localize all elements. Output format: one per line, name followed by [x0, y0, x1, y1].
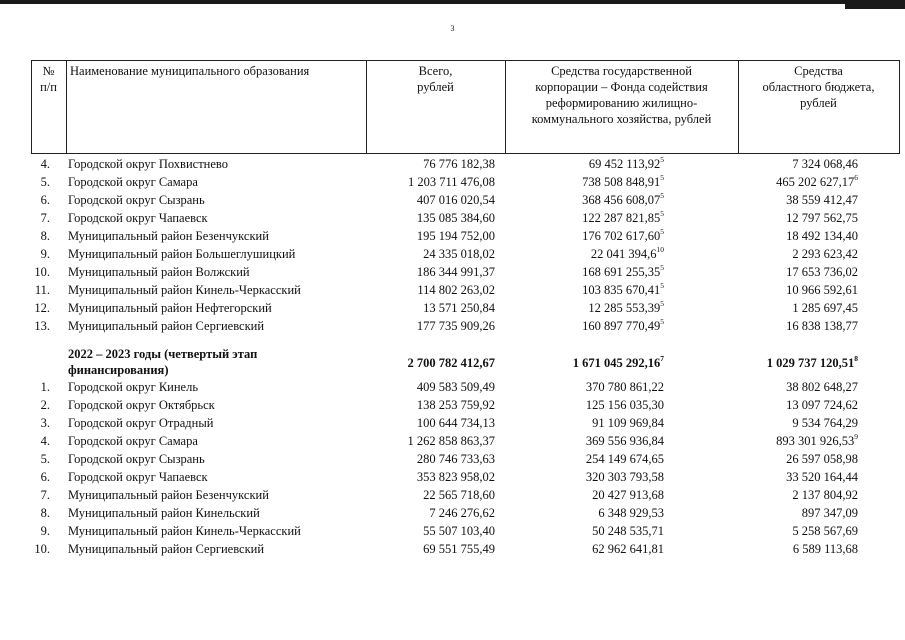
- regional-value: 26 597 058,98: [786, 452, 858, 466]
- row-number: 6.: [40, 193, 50, 207]
- regional-amount: [792, 299, 858, 317]
- row-number: 8.: [40, 506, 50, 520]
- municipality-name: Городской округ Кинель: [68, 380, 199, 394]
- fund-amount: [588, 299, 664, 317]
- regional-value: 2 137 804,92: [792, 488, 858, 502]
- footnote-ref: 6: [854, 173, 858, 182]
- fund-value: 320 303 793,58: [585, 470, 664, 484]
- table-row: [0, 414, 905, 432]
- municipality-name: Муниципальный район Волжский: [68, 265, 250, 279]
- total-amount: 76 776 182,38: [423, 157, 495, 171]
- stage-regional: [767, 354, 858, 372]
- fund-value: 20 427 913,68: [592, 488, 664, 502]
- footnote-ref: 5: [660, 155, 664, 164]
- regional-value: 38 802 648,27: [786, 380, 858, 394]
- regional-amount: [786, 317, 858, 335]
- table-row: [0, 317, 905, 335]
- municipality-name: Городской округ Сызрань: [68, 452, 205, 466]
- regional-value: 6 589 113,68: [792, 542, 858, 556]
- fund-amount: [582, 263, 664, 281]
- row-number: 4.: [40, 434, 50, 448]
- fund-value: 160 897 770,49: [582, 319, 661, 333]
- fund-amount: [586, 432, 664, 450]
- header-top-rule: [31, 60, 900, 61]
- fund-value: 91 109 969,84: [592, 416, 664, 430]
- row-number: 6.: [40, 470, 50, 484]
- municipality-name: Городской округ Сызрань: [68, 193, 205, 207]
- row-number: 9.: [40, 524, 50, 538]
- table-row: [0, 209, 905, 227]
- total-amount: 1 203 711 476,08: [407, 175, 495, 189]
- regional-amount: [786, 450, 858, 468]
- total-amount: 24 335 018,02: [423, 247, 495, 261]
- total-amount: 1 262 858 863,37: [407, 434, 495, 448]
- fund-amount: [582, 191, 664, 209]
- regional-amount: [786, 281, 858, 299]
- col-divider: [899, 60, 900, 153]
- stage-fund: [573, 354, 664, 372]
- fund-value: 125 156 035,30: [585, 398, 664, 412]
- regional-value: 18 492 134,40: [786, 229, 858, 243]
- regional-amount: [776, 432, 858, 450]
- fund-amount: [586, 468, 664, 486]
- fund-value: 122 287 821,85: [582, 211, 661, 225]
- row-number: 10.: [34, 265, 50, 279]
- total-amount: 135 085 384,60: [416, 211, 495, 225]
- footnote-ref: 5: [660, 281, 664, 290]
- regional-amount: [792, 245, 858, 263]
- table-row: [0, 378, 905, 396]
- footnote-ref: 5: [660, 173, 664, 182]
- fund-amount: [586, 378, 664, 396]
- header-name: Наименование муниципального образования: [70, 64, 310, 78]
- regional-value: 2 293 623,42: [792, 247, 858, 261]
- fund-value: 370 780 861,22: [585, 380, 664, 394]
- fund-value: 62 962 641,81: [592, 542, 664, 556]
- municipality-name: Городской округ Октябрьск: [68, 398, 215, 412]
- header-regional: Средства областного бюджета, рублей: [762, 64, 875, 110]
- row-number: 8.: [40, 229, 50, 243]
- fund-amount: [591, 245, 664, 263]
- regional-value: 16 838 138,77: [786, 319, 858, 333]
- regional-amount: [786, 263, 858, 281]
- fund-value: 176 702 617,60: [582, 229, 661, 243]
- row-number: 2.: [40, 398, 50, 412]
- row-number: 5.: [40, 452, 50, 466]
- fund-value: 6 348 929,53: [598, 506, 664, 520]
- table-row: [0, 173, 905, 191]
- row-number: 3.: [40, 416, 50, 430]
- col-divider: [66, 60, 67, 153]
- table-row: [0, 245, 905, 263]
- fund-amount: [598, 504, 664, 522]
- fund-amount: [592, 486, 664, 504]
- header-total: Всего, рублей: [417, 64, 454, 94]
- regional-value: 38 559 412,47: [786, 193, 858, 207]
- regional-amount: [786, 396, 858, 414]
- fund-value: 168 691 255,35: [582, 265, 661, 279]
- total-amount: 186 344 991,37: [416, 265, 495, 279]
- table-row: [0, 281, 905, 299]
- regional-amount: [786, 378, 858, 396]
- municipality-name: Муниципальный район Кинельский: [68, 506, 260, 520]
- total-amount: 407 016 020,54: [416, 193, 495, 207]
- municipality-name: Городской округ Отрадный: [68, 416, 214, 430]
- total-amount: 114 802 263,02: [417, 283, 495, 297]
- regional-value: 897 347,09: [801, 506, 858, 520]
- fund-value: 368 456 608,07: [582, 193, 661, 207]
- table-row: [0, 522, 905, 540]
- table-row: [0, 450, 905, 468]
- total-amount: 177 735 909,26: [416, 319, 495, 333]
- regional-value: 12 797 562,75: [786, 211, 858, 225]
- footnote-ref: 5: [660, 191, 664, 200]
- municipality-name: Муниципальный район Сергиевский: [68, 319, 265, 333]
- total-amount: 7 246 276,62: [429, 506, 495, 520]
- row-number: 9.: [40, 247, 50, 261]
- regional-value: 13 097 724,62: [786, 398, 858, 412]
- regional-amount: [792, 414, 858, 432]
- fund-amount: [582, 209, 664, 227]
- regional-amount: [786, 227, 858, 245]
- header-bottom-rule: [31, 153, 900, 154]
- regional-value: 10 966 592,61: [786, 283, 858, 297]
- fund-amount: [582, 227, 664, 245]
- footnote-ref: 7: [660, 354, 664, 363]
- regional-amount: [776, 173, 858, 191]
- row-number: 12.: [34, 301, 50, 315]
- total-amount: 69 551 755,49: [423, 542, 495, 556]
- stage-fund-value: 1 671 045 292,16: [572, 356, 661, 370]
- header-num: № п/п: [40, 64, 57, 94]
- table-row: [0, 191, 905, 209]
- fund-amount: [589, 155, 664, 173]
- stage-total: 2 700 782 412,67: [407, 356, 495, 370]
- row-number: 7.: [40, 488, 50, 502]
- total-amount: 22 565 718,60: [423, 488, 495, 502]
- regional-amount: [792, 155, 858, 173]
- total-amount: 100 644 734,13: [416, 416, 495, 430]
- total-amount: 138 253 759,92: [416, 398, 495, 412]
- row-number: 11.: [34, 283, 50, 297]
- fund-amount: [586, 450, 664, 468]
- fund-amount: [592, 414, 664, 432]
- table-row: [0, 486, 905, 504]
- municipality-name: Городской округ Самара: [68, 434, 198, 448]
- fund-amount: [582, 317, 664, 335]
- regional-value: 33 520 164,44: [786, 470, 858, 484]
- scan-top-border: [0, 0, 905, 4]
- row-number: 10.: [34, 542, 50, 556]
- total-amount: 353 823 958,02: [416, 470, 495, 484]
- footnote-ref: 5: [660, 263, 664, 272]
- municipality-name: Городской округ Чапаевск: [68, 470, 208, 484]
- fund-value: 369 556 936,84: [585, 434, 664, 448]
- footnote-ref: 8: [854, 354, 858, 363]
- municipality-name: Городской округ Похвистнево: [68, 157, 228, 171]
- stage-name: 2022 – 2023 годы (четвертый этап финансирования): [68, 347, 258, 377]
- table-row: [0, 227, 905, 245]
- header-fund: Средства государственной корпорации – Фонда содействия реформированию жилищно- коммунального хозяйства, рублей: [531, 64, 712, 126]
- page-number: 3: [450, 24, 455, 33]
- fund-value: 103 835 670,41: [582, 283, 661, 297]
- fund-value: 738 508 848,91: [582, 175, 661, 189]
- regional-amount: [793, 540, 858, 558]
- row-number: 4.: [40, 157, 50, 171]
- fund-amount: [592, 540, 664, 558]
- municipality-name: Муниципальный район Безенчукский: [68, 488, 269, 502]
- fund-amount: [582, 173, 664, 191]
- row-number: 5.: [40, 175, 50, 189]
- footnote-ref: 10: [656, 245, 664, 254]
- table-row: [0, 396, 905, 414]
- municipality-name: Муниципальный район Безенчукский: [68, 229, 269, 243]
- footnote-ref: 9: [854, 432, 858, 441]
- footnote-ref: 5: [660, 317, 664, 326]
- regional-amount: [792, 486, 858, 504]
- regional-value: 465 202 627,17: [776, 175, 855, 189]
- fund-value: 69 452 113,92: [588, 157, 661, 171]
- regional-value: 1 285 697,45: [792, 301, 858, 315]
- footnote-ref: 5: [660, 209, 664, 218]
- municipality-name: Муниципальный район Кинель-Черкасский: [68, 524, 301, 538]
- regional-amount: [786, 209, 858, 227]
- regional-value: 9 534 764,29: [792, 416, 858, 430]
- table-row: [0, 504, 905, 522]
- municipality-name: Муниципальный район Нефтегорский: [68, 301, 272, 315]
- row-number: 1.: [40, 380, 50, 394]
- fund-value: 254 149 674,65: [585, 452, 664, 466]
- table-row: [0, 299, 905, 317]
- regional-value: 5 258 567,69: [792, 524, 858, 538]
- municipality-name: Городской округ Самара: [68, 175, 198, 189]
- row-number: 13.: [34, 319, 50, 333]
- regional-amount: [802, 504, 858, 522]
- regional-amount: [792, 522, 858, 540]
- regional-value: 7 324 068,46: [792, 157, 858, 171]
- regional-amount: [786, 191, 858, 209]
- footnote-ref: 5: [660, 227, 664, 236]
- municipality-name: Муниципальный район Большеглушицкий: [68, 247, 296, 261]
- scan-corner-mark: [845, 0, 905, 9]
- fund-amount: [582, 281, 664, 299]
- fund-value: 22 041 394,6: [590, 247, 657, 261]
- footnote-ref: 5: [660, 299, 664, 308]
- fund-value: 12 285 553,39: [588, 301, 661, 315]
- table-row: [0, 540, 905, 558]
- municipality-name: Муниципальный район Сергиевский: [68, 542, 265, 556]
- stage-regional-value: 1 029 737 120,51: [766, 356, 855, 370]
- total-amount: 195 194 752,00: [416, 229, 495, 243]
- total-amount: 55 507 103,40: [423, 524, 495, 538]
- row-number: 7.: [40, 211, 50, 225]
- table-row: [0, 263, 905, 281]
- regional-amount: [786, 468, 858, 486]
- fund-value: 50 248 535,71: [592, 524, 664, 538]
- municipality-name: Муниципальный район Кинель-Черкасский: [68, 283, 301, 297]
- regional-value: 893 301 926,53: [776, 434, 855, 448]
- table-row: [0, 432, 905, 450]
- regional-value: 17 653 736,02: [786, 265, 858, 279]
- total-amount: 13 571 250,84: [423, 301, 495, 315]
- table-row: [0, 468, 905, 486]
- total-amount: 409 583 509,49: [416, 380, 495, 394]
- stage-row: [0, 346, 905, 380]
- table-row: [0, 155, 905, 173]
- fund-amount: [592, 522, 664, 540]
- total-amount: 280 746 733,63: [416, 452, 495, 466]
- municipality-name: Городской округ Чапаевск: [68, 211, 208, 225]
- fund-amount: [586, 396, 664, 414]
